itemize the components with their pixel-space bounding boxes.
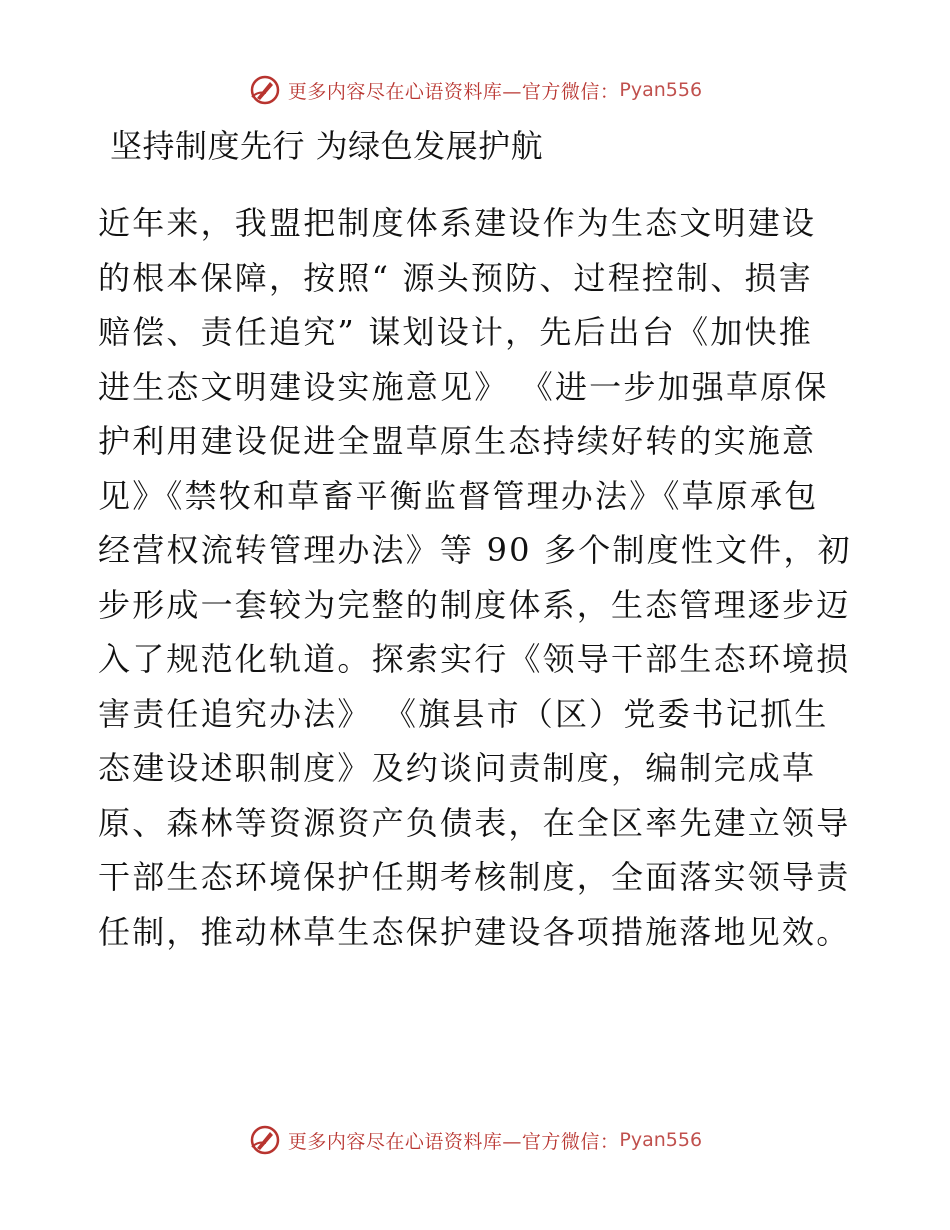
body-line: 入了规范化轨道。探索实行《领导干部生态环境损	[98, 640, 851, 678]
body-line: 进生态文明建设实施意见》 《进一步加强草原保	[98, 367, 829, 406]
body-line: 任制，推动林草生态保护建设各项措施落地见效。	[98, 912, 851, 951]
body-line: 态建设述职制度》及约谈问责制度，编制完成草	[98, 749, 817, 787]
header-watermark	[0, 70, 950, 110]
document-title: 坚持制度先行 为绿色发展护航	[110, 127, 544, 165]
body-line: 赔偿、责任追究” 谋划设计，先后出台《加快推	[98, 313, 813, 351]
body-line: 步形成一套较为完整的制度体系，生态管理逐步迈	[98, 585, 851, 624]
body-line: 见》《禁牧和草畜平衡监督管理办法》《草原承包	[98, 476, 819, 515]
footer-watermark	[0, 1120, 950, 1160]
watermark-text: 更多内容尽在心语资料库—官方微信：	[287, 80, 620, 103]
body-line: 的根本保障，按照“ 源头预防、过程控制、损害	[98, 258, 813, 297]
body-line: 害责任追究办法》 《旗县市（区）党委书记抓生	[98, 694, 829, 733]
body-line: 干部生态环境保护任期考核制度，全面落实领导责	[98, 858, 851, 896]
document-body	[98, 196, 850, 959]
body-line: 原、森林等资源资产负债表，在全区率先建立领导	[98, 803, 851, 842]
quill-pen-logo-icon	[248, 1123, 282, 1157]
quill-pen-logo-icon	[248, 73, 282, 107]
watermark-text: 更多内容尽在心语资料库—官方微信：	[287, 1130, 620, 1153]
body-line: 近年来，我盟把制度体系建设作为生态文明建设	[98, 204, 817, 242]
watermark-contact: Pyan556	[619, 1129, 703, 1151]
body-line: 护利用建设促进全盟草原生态持续好转的实施意	[98, 422, 817, 460]
watermark-contact: Pyan556	[619, 79, 703, 101]
body-line: 经营权流转管理办法》等 90 多个制度性文件，初	[98, 531, 852, 569]
